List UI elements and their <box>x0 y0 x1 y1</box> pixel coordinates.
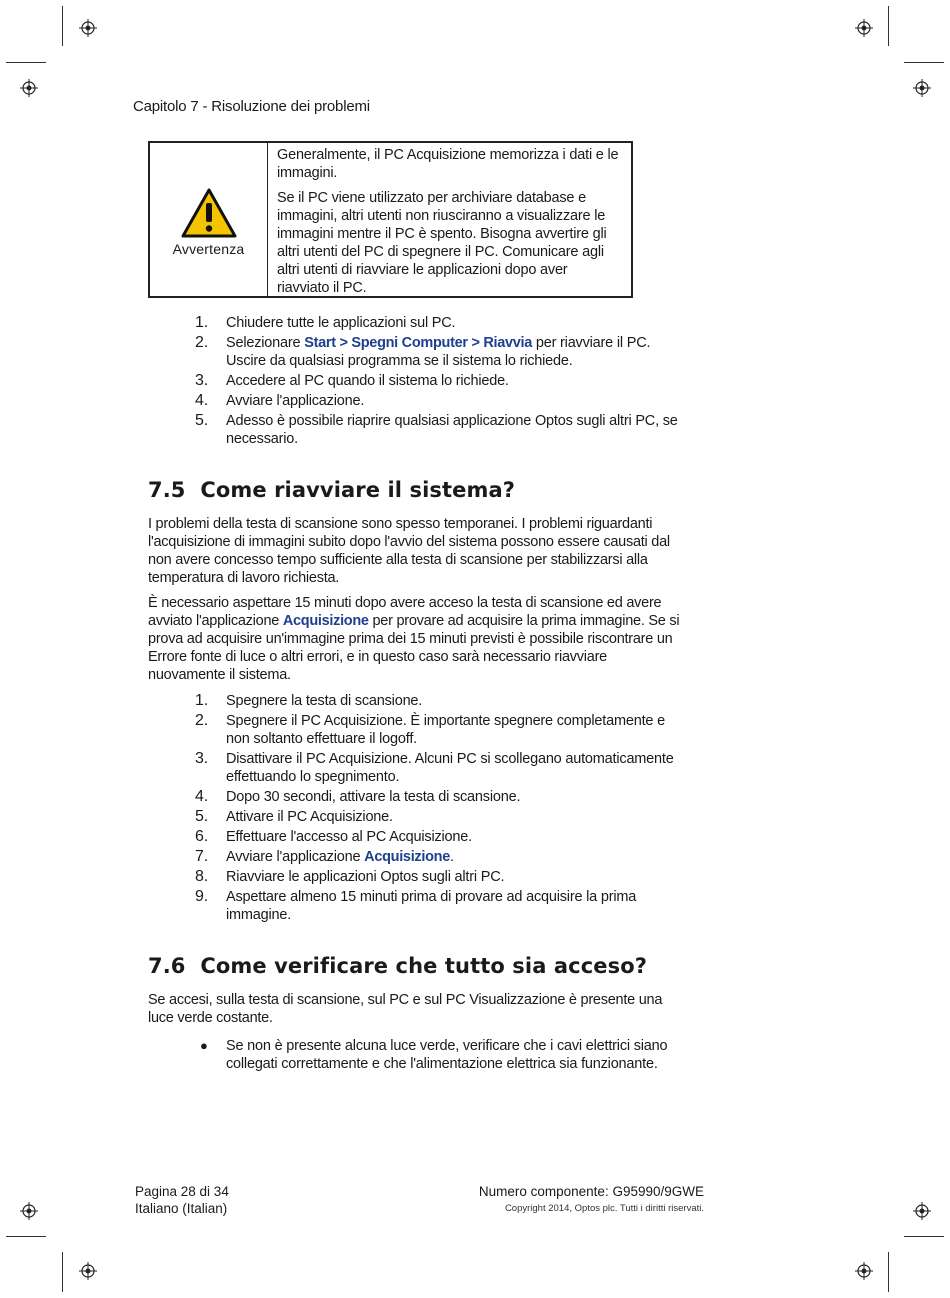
paragraph: I problemi della testa di scansione sono spesso temporanei. I problemi riguardanti l'acquisizione di immagini subito dopo l'avvio del sistema possono essere causati dal non avere concesso tempo sufficiente alla testa di scansione per stabilizzarsi alla temperatura di lavoro richiesta. <box>148 516 670 586</box>
registration-mark-icon <box>79 19 97 37</box>
step-text: Accedere al PC quando il sistema lo richiede. <box>226 373 509 389</box>
app-name: Acquisizione <box>364 849 450 865</box>
bullet-text: Se non è presente alcuna luce verde, verificare che i cavi elettrici siano collegati correttamente e che l'alimentazione elettrica sia funzionante. <box>226 1038 668 1072</box>
warning-triangle-icon <box>180 187 238 239</box>
crop-mark <box>62 6 63 46</box>
crop-mark <box>6 62 46 63</box>
crop-mark <box>904 62 944 63</box>
part-number: Numero componente: G95990/9GWE <box>478 1184 704 1199</box>
registration-mark-icon <box>20 79 38 97</box>
list-item <box>195 828 685 846</box>
step-text: Disattivare il PC Acquisizione. Alcuni PC si scollegano automaticamente effettuando lo spegnimento. <box>226 751 674 785</box>
step-number: 4. <box>195 788 208 805</box>
step-number: 4. <box>195 392 208 409</box>
list-item <box>195 788 685 806</box>
warning-box <box>148 141 633 298</box>
step-number: 1. <box>195 314 208 331</box>
app-name: Acquisizione <box>282 613 369 629</box>
list-item <box>200 1037 680 1073</box>
step-text: Attivare il PC Acquisizione. <box>226 809 393 825</box>
crop-mark <box>888 6 889 46</box>
step-text <box>226 334 685 370</box>
list-item <box>195 712 685 748</box>
step-text-part: Avviare l'applicazione <box>226 849 365 865</box>
restart-system-steps <box>195 692 685 926</box>
list-item <box>195 314 685 332</box>
bullet-icon: ● <box>200 1038 208 1053</box>
crop-mark <box>6 1236 46 1237</box>
step-text: Effettuare l'accesso al PC Acquisizione. <box>226 829 472 845</box>
step-number: 7. <box>195 848 208 865</box>
list-item <box>195 868 685 886</box>
step-number: 2. <box>195 712 208 729</box>
registration-mark-icon <box>855 19 873 37</box>
step-number: 9. <box>195 888 208 905</box>
step-text-part: . <box>450 849 454 865</box>
registration-mark-icon <box>855 1262 873 1280</box>
footer-right <box>420 1183 704 1216</box>
paragraph: Se accesi, sulla testa di scansione, sul PC e sul PC Visualizzazione è presente una luce verde costante. <box>148 992 663 1026</box>
step-text: Aspettare almeno 15 minuti prima di provare ad acquisire la prima immagine. <box>226 889 637 923</box>
paragraph-part: È necessario aspettare 15 minuti dopo avere acceso la testa di scansione ed avere avviato l'applicazione <box>148 595 662 629</box>
warning-paragraph: Generalmente, il PC Acquisizione memorizza i dati e le immagini. <box>277 147 619 181</box>
step-text: Spegnere la testa di scansione. <box>226 693 423 709</box>
paragraph <box>148 594 688 684</box>
language: Italiano (Italian) <box>135 1201 228 1216</box>
registration-mark-icon <box>20 1202 38 1220</box>
section-heading: 7.6 Come verificare che tutto sia acceso? <box>148 954 648 978</box>
registration-mark-icon <box>913 1202 931 1220</box>
step-number: 8. <box>195 868 208 885</box>
warning-icon-cell <box>150 143 268 296</box>
step-number: 2. <box>195 334 208 351</box>
step-number: 5. <box>195 808 208 825</box>
step-text <box>226 848 685 866</box>
list-item <box>195 692 685 710</box>
list-item <box>195 412 685 448</box>
step-text-part: Selezionare <box>226 335 305 351</box>
warning-text <box>268 143 631 296</box>
page-number: Pagina 28 di 34 <box>135 1184 229 1199</box>
bullet-list <box>200 1037 680 1073</box>
list-item <box>195 888 685 924</box>
step-text: Spegnere il PC Acquisizione. È importante spegnere completamente e non soltanto effettuare il logoff. <box>226 713 665 747</box>
list-item <box>195 392 685 410</box>
menu-path: Start > Spegni Computer > Riavvia <box>304 335 533 351</box>
list-item <box>195 334 685 370</box>
step-number: 3. <box>195 750 208 767</box>
list-item <box>195 848 685 866</box>
warning-paragraph: Se il PC viene utilizzato per archiviare database e immagini, altri utenti non riusciranno a visualizzare le immagini mentre il PC è spento. Bisogna avvertire gli altri utenti del PC di spegnere il PC. Comunicare agli altri utenti di riavviare le applicazioni dopo aver riavviato il PC. <box>277 190 607 296</box>
chapter-header: Capitolo 7 - Risoluzione dei problemi <box>133 98 370 115</box>
step-number: 3. <box>195 372 208 389</box>
list-item <box>195 808 685 826</box>
registration-mark-icon <box>913 79 931 97</box>
crop-mark <box>62 1252 63 1292</box>
registration-mark-icon <box>79 1262 97 1280</box>
copyright: Copyright 2014, Optos plc. Tutti i diritti riservati. <box>504 1203 704 1214</box>
step-text: Chiudere tutte le applicazioni sul PC. <box>226 315 456 331</box>
footer-left <box>135 1183 229 1217</box>
step-text: Adesso è possibile riaprire qualsiasi applicazione Optos sugli altri PC, se necessario. <box>226 413 678 447</box>
list-item <box>195 372 685 390</box>
paragraph-part: per provare ad acquisire la prima immagine. Se si prova ad acquisire un'immagine prima dei 15 minuti previsti è possibile riscontrare un Errore fonte di luce o altri errori, e in questo caso sarà necessario riavviare nuovamente il sistema. <box>148 613 680 683</box>
step-number: 5. <box>195 412 208 429</box>
section-heading: 7.5 Come riavviare il sistema? <box>148 478 516 502</box>
step-text: Avviare l'applicazione. <box>226 393 365 409</box>
step-number: 1. <box>195 692 208 709</box>
step-text-part: per riavviare il PC. Uscire da qualsiasi programma se il sistema lo richiede. <box>226 335 651 369</box>
step-text: Dopo 30 secondi, attivare la testa di scansione. <box>226 789 521 805</box>
warning-label: Avvertenza <box>172 240 245 257</box>
step-text: Riavviare le applicazioni Optos sugli altri PC. <box>226 869 505 885</box>
restart-pc-steps <box>195 314 685 450</box>
step-number: 6. <box>195 828 208 845</box>
list-item <box>195 750 685 786</box>
crop-mark <box>888 1252 889 1292</box>
crop-mark <box>904 1236 944 1237</box>
